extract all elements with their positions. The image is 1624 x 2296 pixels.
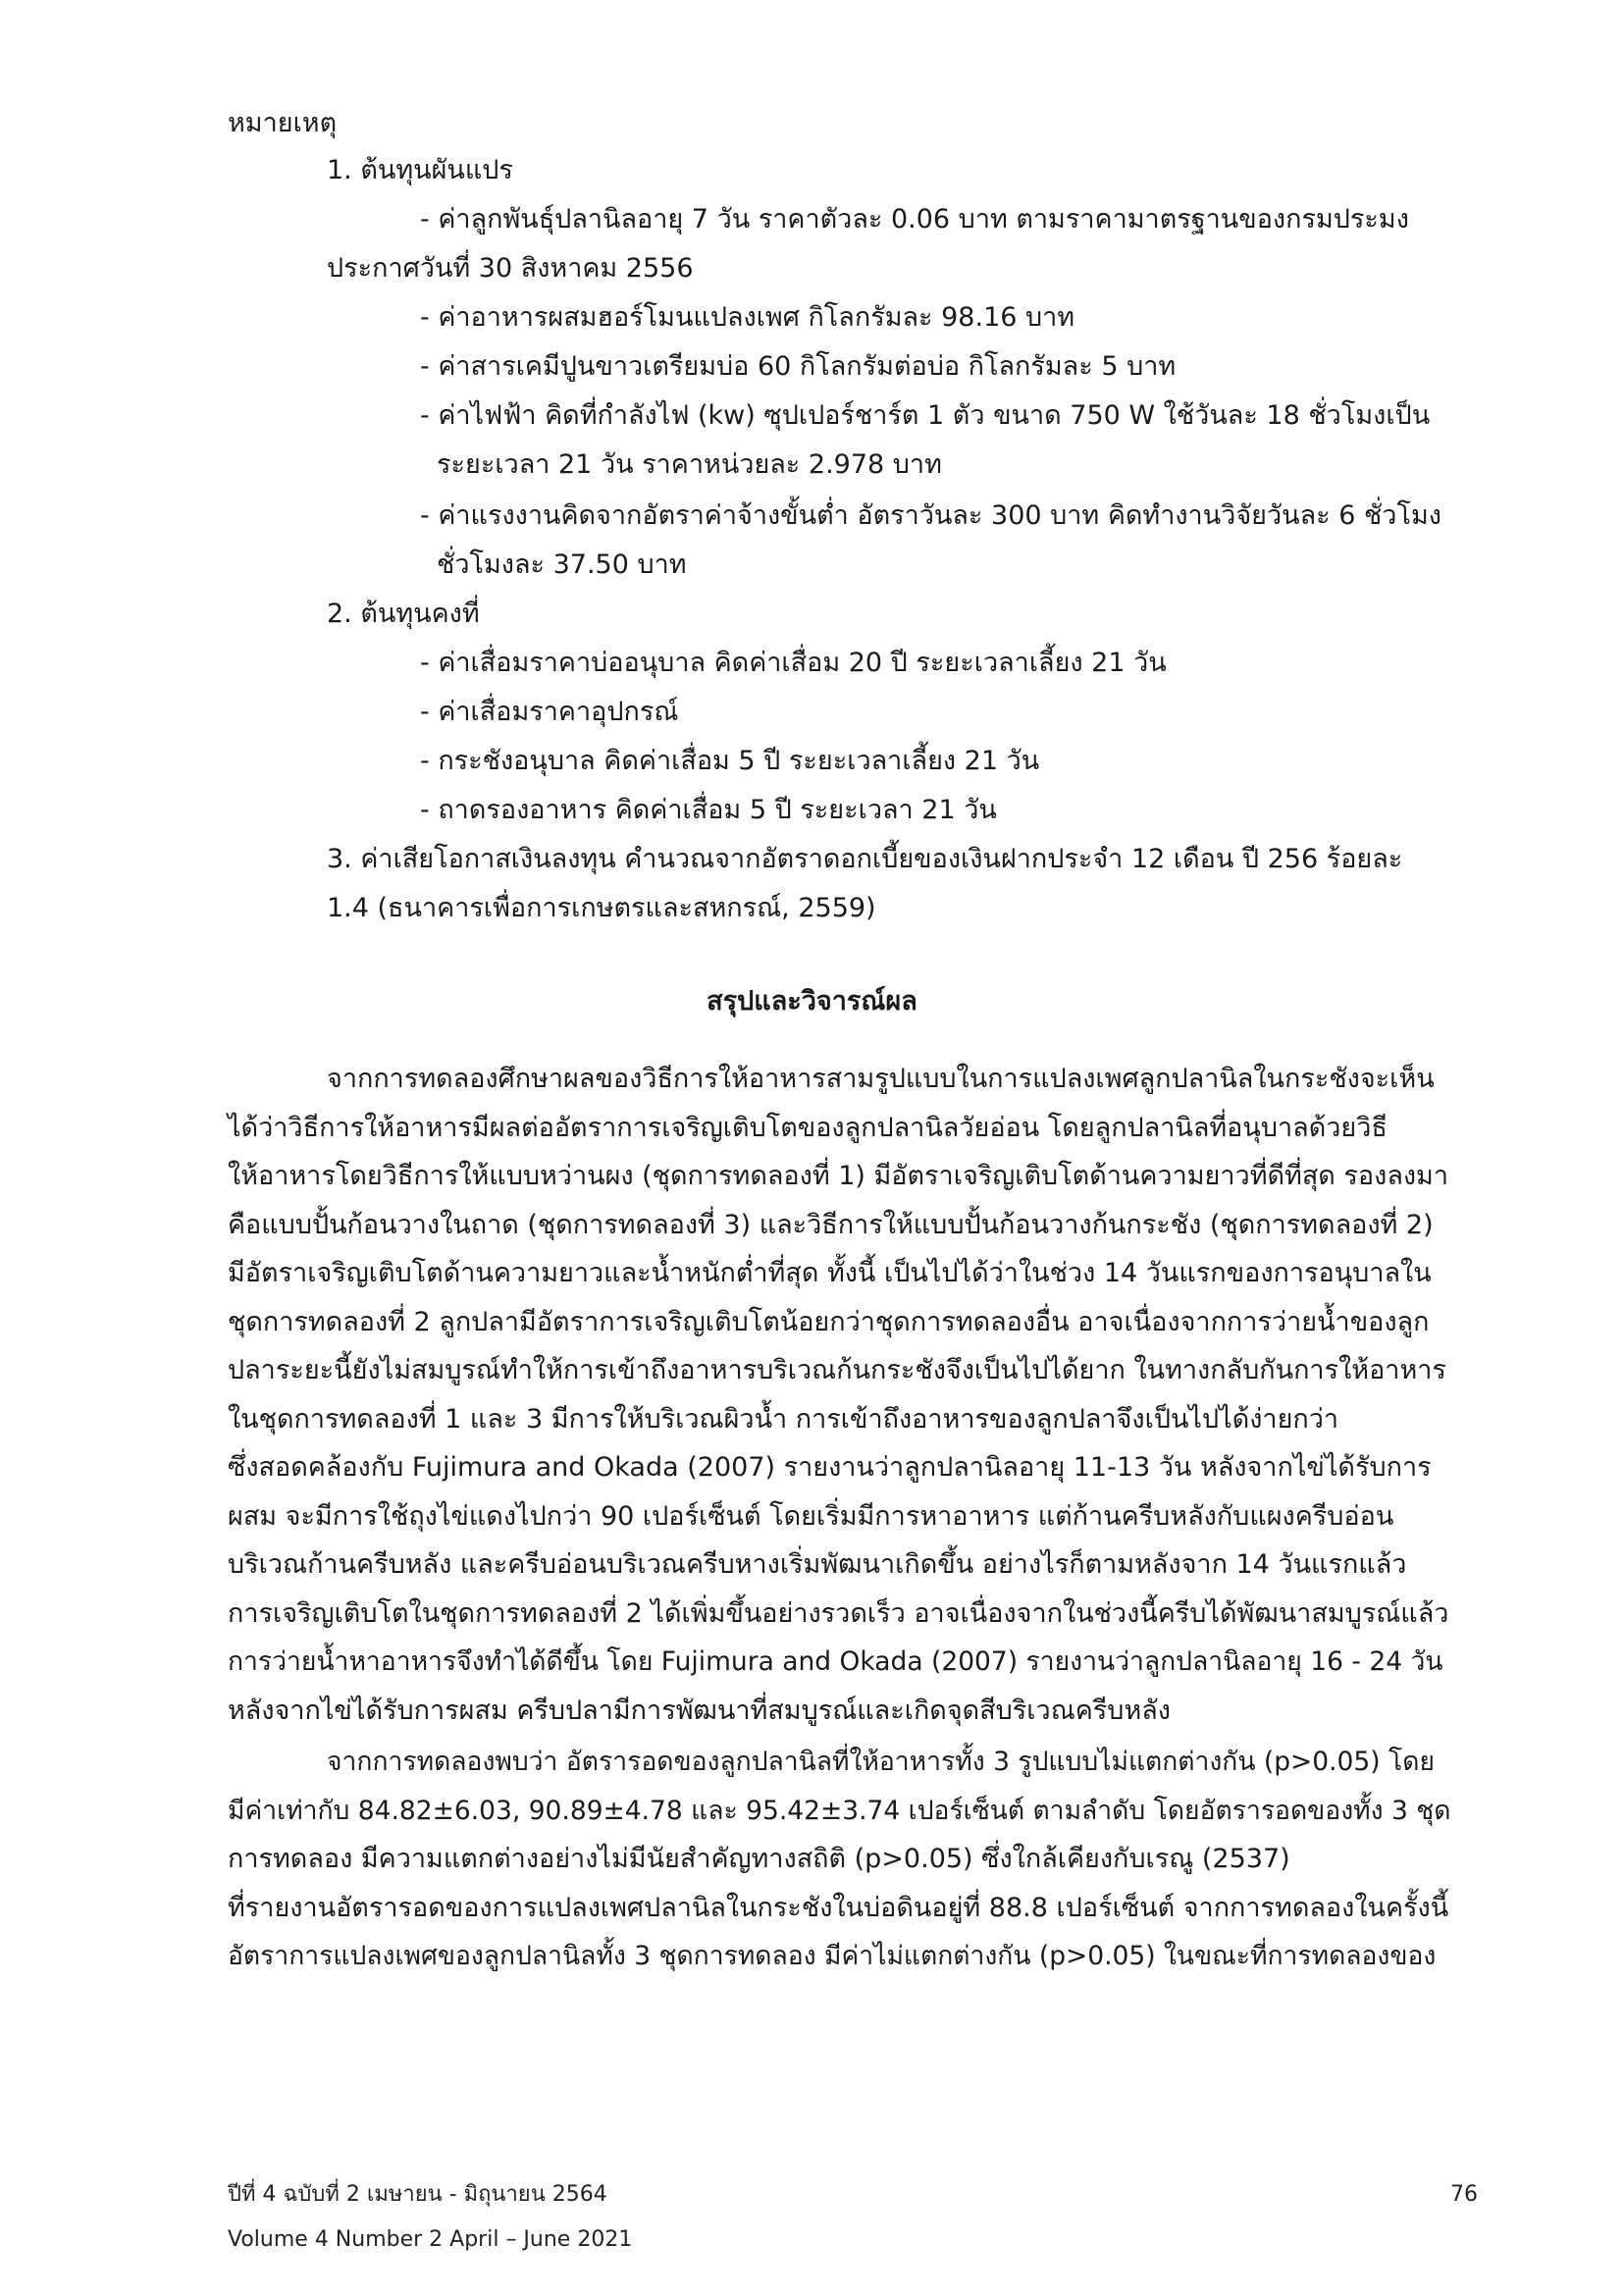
paragraph-line: คือแบบปั้นก้อนวางในถาด (ชุดการทดลองที่ 3) และวิธีการให้แบบปั้นก้อนวางก้นกระชัง (ชุดการทดลองที่ 2)	[228, 1210, 1434, 1240]
footer-issue-english: Volume 4 Number 2 April – June 2021	[228, 2227, 633, 2252]
paragraph-line: ผสม จะมีการใช้ถุงไข่แดงไปกว่า 90 เปอร์เซ็นต์ โดยเริ่มมีการหาอาหาร แต่ก้านครีบหลังกับแผงครีบอ่อน	[228, 1501, 1394, 1532]
notes-item2-line: - ค่าเสื่อมราคาบ่ออนุบาล คิดค่าเสื่อม 20 ปี ระยะเวลาเลี้ยง 21 วัน	[420, 648, 1167, 678]
paragraph-line: ได้ว่าวิธีการให้อาหารมีผลต่ออัตราการเจริญเติบโตของลูกปลานิลวัยอ่อน โดยลูกปลานิลที่อนุบาลด้วยวิธี	[228, 1113, 1388, 1143]
paragraph-line: การทดลอง มีความแตกต่างอย่างไม่มีนัยสำคัญทางสถิติ (p>0.05) ซึ่งใกล้เคียงกับเรณู (2537)	[228, 1844, 1290, 1874]
notes-item3-line: 3. ค่าเสียโอกาสเงินลงทุน คำนวณจากอัตราดอกเบี้ยของเงินฝากประจำ 12 เดือน ปี 256 ร้อยละ	[327, 844, 1403, 874]
paragraph-line: ซึ่งสอดคล้องกับ Fujimura and Okada (2007) รายงานว่าลูกปลานิลอายุ 11-13 วัน หลังจากไข่ได้รับการ	[228, 1452, 1432, 1483]
notes-item1-line: ระยะเวลา 21 วัน ราคาหน่วยละ 2.978 บาท	[437, 449, 942, 480]
paragraph-line: บริเวณก้านครีบหลัง และครีบอ่อนบริเวณครีบหางเริ่มพัฒนาเกิดขึ้น อย่างไรก็ตามหลังจาก 14 วันแรกแล้ว	[228, 1549, 1407, 1580]
footer-issue-thai: ปีที่ 4 ฉบับที่ 2 เมษายน - มิถุนายน 2564	[228, 2182, 607, 2207]
notes-item1-line: - ค่าไฟฟ้า คิดที่กำลังไฟ (kw) ซุปเปอร์ชาร์ต 1 ตัว ขนาด 750 W ใช้วันละ 18 ชั่วโมงเป็น	[420, 400, 1431, 431]
notes-item1-title: 1. ต้นทุนผันแปร	[327, 155, 513, 185]
notes-item3-line: 1.4 (ธนาคารเพื่อการเกษตรและสหกรณ์, 2559)	[327, 893, 876, 923]
notes-item1-line: ชั่วโมงละ 37.50 บาท	[437, 549, 687, 580]
notes-heading: หมายเหตุ	[228, 108, 338, 138]
notes-item2-line: - ค่าเสื่อมราคาอุปกรณ์	[420, 697, 679, 727]
paragraph-line: ชุดการทดลองที่ 2 ลูกปลามีอัตราการเจริญเติบโตน้อยกว่าชุดการทดลองอื่น อาจเนื่องจากการว่ายน้ำของลูก	[228, 1307, 1430, 1337]
paragraph-line: อัตราการแปลงเพศของลูกปลานิลทั้ง 3 ชุดการทดลอง มีค่าไม่แตกต่างกัน (p>0.05) ในขณะที่การทดลองของ	[228, 1941, 1437, 1971]
paragraph-line: ในชุดการทดลองที่ 1 และ 3 มีการให้บริเวณผิวน้ำ การเข้าถึงอาหารของลูกปลาจึงเป็นไปได้ง่ายกว่า	[228, 1404, 1339, 1435]
notes-item2-line: - กระชังอนุบาล คิดค่าเสื่อม 5 ปี ระยะเวลาเลี้ยง 21 วัน	[420, 746, 1040, 776]
notes-item2-title: 2. ต้นทุนคงที่	[327, 599, 480, 629]
notes-item1-line: - ค่าสารเคมีปูนขาวเตรียมบ่อ 60 กิโลกรัมต่อบ่อ กิโลกรัมละ 5 บาท	[420, 351, 1177, 382]
paragraph-line: ที่รายงานอัตรารอดของการแปลงเพศปลานิลในกระชังในบ่อดินอยู่ที่ 88.8 เปอร์เซ็นต์ จากการทดลองในครั้งนี้	[228, 1893, 1449, 1923]
page-number: 76	[1450, 2182, 1478, 2207]
notes-item1-line: - ค่าแรงงานคิดจากอัตราค่าจ้างขั้นต่ำ อัตราวันละ 300 บาท คิดทำงานวิจัยวันละ 6 ชั่วโมง	[420, 500, 1441, 531]
paragraph-line: การว่ายน้ำหาอาหารจึงทำได้ดีขึ้น โดย Fujimura and Okada (2007) รายงานว่าลูกปลานิลอายุ 16 - 24 วัน	[228, 1646, 1443, 1677]
notes-item2-line: - ถาดรองอาหาร คิดค่าเสื่อม 5 ปี ระยะเวลา 21 วัน	[420, 795, 997, 825]
paragraph-line: มีอัตราเจริญเติบโตด้านความยาวและน้ำหนักต่ำที่สุด ทั้งนี้ เป็นไปได้ว่าในช่วง 14 วันแรกของการอนุบาลใน	[228, 1258, 1432, 1288]
section-title: สรุปและวิจารณ์ผล	[707, 986, 917, 1017]
paragraph-line: จากการทดลองพบว่า อัตรารอดของลูกปลานิลที่ให้อาหารทั้ง 3 รูปแบบไม่แตกต่างกัน (p>0.05) โดย	[327, 1747, 1435, 1777]
paragraph-line: หลังจากไข่ได้รับการผสม ครีบปลามีการพัฒนาที่สมบูรณ์และเกิดจุดสีบริเวณครีบหลัง	[228, 1696, 1171, 1726]
paragraph-line: ให้อาหารโดยวิธีการให้แบบหว่านผง (ชุดการทดลองที่ 1) มีอัตราเจริญเติบโตด้านความยาวที่ดีที่สุด รองลงมา	[228, 1161, 1449, 1191]
paragraph-line: การเจริญเติบโตในชุดการทดลองที่ 2 ได้เพิ่มขึ้นอย่างรวดเร็ว อาจเนื่องจากในช่วงนี้ครีบได้พัฒนาสมบูรณ์แล้ว	[228, 1598, 1449, 1629]
notes-item1-line	[420, 202, 1409, 241]
text-segment: - ค่าลูกพันธุ์ปลานิลอายุ 7 วัน ราคาตัวละ 0.06 บาท ตามราคามาตรฐานของกรมประมง	[420, 204, 1409, 235]
notes-item1-line: - ค่าอาหารผสมฮอร์โมนแปลงเพศ กิโลกรัมละ 98.16 บาท	[420, 302, 1075, 333]
paragraph-line: จากการทดลองศึกษาผลของวิธีการให้อาหารสามรูปแบบในการแปลงเพศลูกปลานิลในกระชังจะเห็น	[327, 1064, 1435, 1094]
paragraph-line: มีค่าเท่ากับ 84.82±6.03, 90.89±4.78 และ 95.42±3.74 เปอร์เซ็นต์ ตามลำดับ โดยอัตรารอดของทั้ง 3 ชุด	[228, 1796, 1451, 1826]
notes-item1-line: ประกาศวันที่ 30 สิงหาคม 2556	[327, 253, 694, 284]
paragraph-line: ปลาระยะนี้ยังไม่สมบูรณ์ทำให้การเข้าถึงอาหารบริเวณก้นกระชังจึงเป็นไปได้ยาก ในทางกลับกันการให้อาหาร	[228, 1355, 1446, 1385]
